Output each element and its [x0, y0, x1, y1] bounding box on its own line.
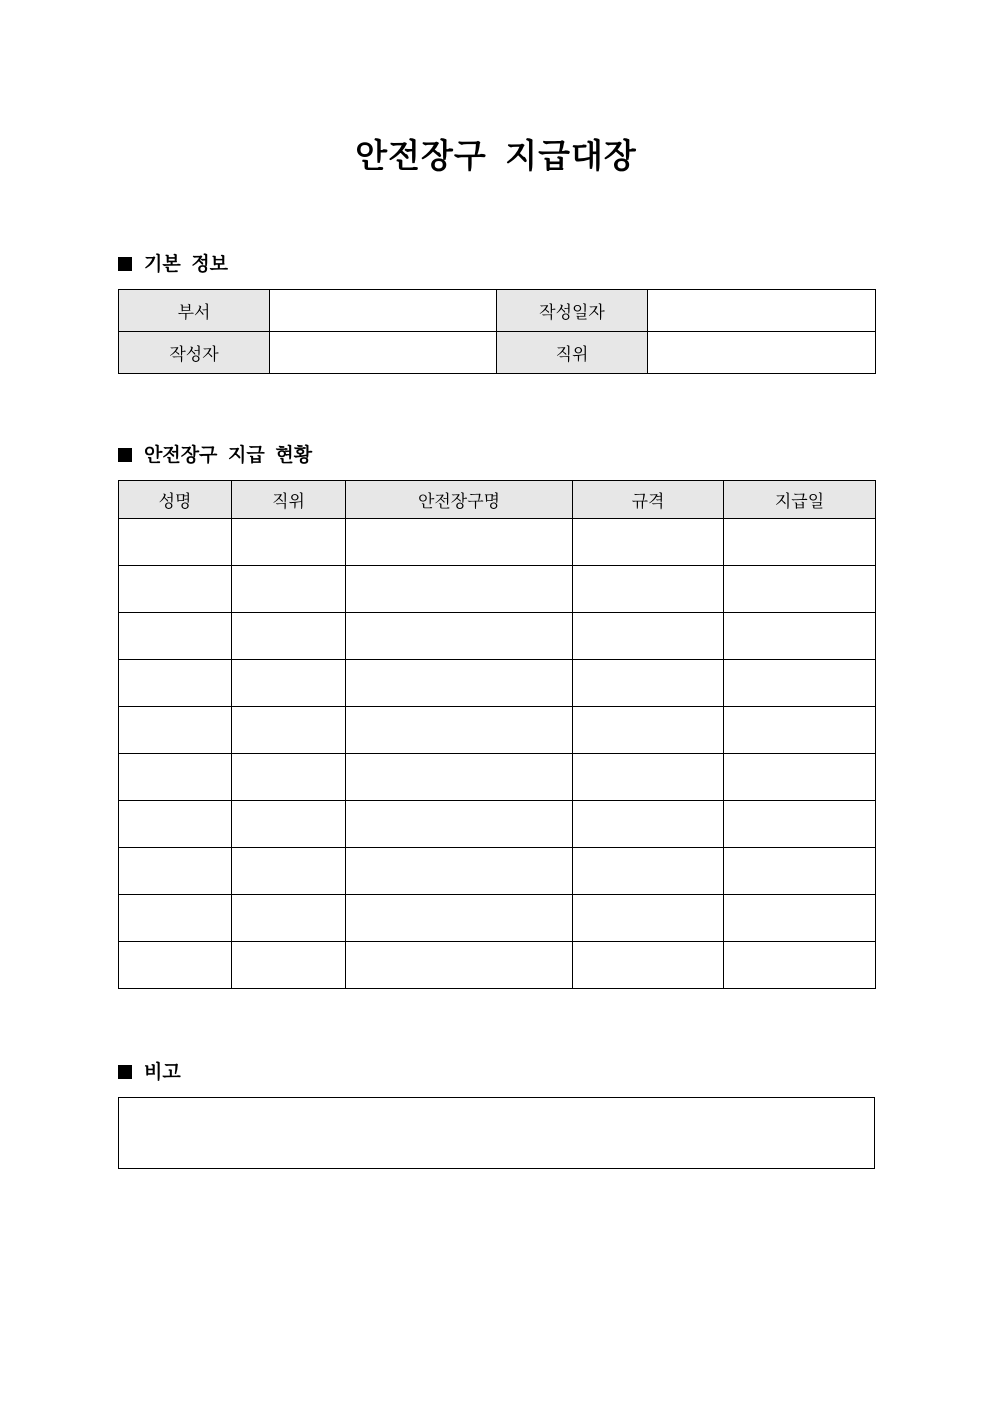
- issue-date-cell[interactable]: [724, 707, 876, 754]
- issue-date-cell[interactable]: [724, 848, 876, 895]
- name-cell[interactable]: [119, 895, 232, 942]
- spec-cell[interactable]: [573, 848, 724, 895]
- table-header-row: [119, 481, 876, 519]
- position-cell[interactable]: [232, 754, 346, 801]
- date-field[interactable]: [648, 290, 876, 332]
- name-cell[interactable]: [119, 942, 232, 989]
- table-row: [119, 566, 876, 613]
- position-cell[interactable]: [232, 942, 346, 989]
- position-cell[interactable]: [232, 848, 346, 895]
- issue-date-cell[interactable]: [724, 613, 876, 660]
- spec-cell[interactable]: [573, 801, 724, 848]
- position-cell[interactable]: [232, 519, 346, 566]
- position-field[interactable]: [648, 332, 876, 374]
- table-row: [119, 332, 876, 374]
- equipment-cell[interactable]: [346, 660, 573, 707]
- column-header-position: 직위: [232, 481, 346, 519]
- spec-cell[interactable]: [573, 660, 724, 707]
- equipment-cell[interactable]: [346, 848, 573, 895]
- equipment-cell[interactable]: [346, 613, 573, 660]
- column-header-name: 성명: [119, 481, 232, 519]
- table-row: [119, 754, 876, 801]
- issue-status-table: [118, 480, 876, 989]
- department-field[interactable]: [270, 290, 497, 332]
- column-header-issue-date: 지급일: [724, 481, 876, 519]
- issue-date-cell[interactable]: [724, 660, 876, 707]
- table-row: [119, 942, 876, 989]
- equipment-cell[interactable]: [346, 754, 573, 801]
- column-header-equipment: 안전장구명: [346, 481, 573, 519]
- equipment-cell[interactable]: [346, 895, 573, 942]
- issue-date-cell[interactable]: [724, 519, 876, 566]
- remarks-field[interactable]: [118, 1097, 875, 1169]
- spec-cell[interactable]: [573, 707, 724, 754]
- spec-cell[interactable]: [573, 895, 724, 942]
- name-cell[interactable]: [119, 660, 232, 707]
- name-cell[interactable]: [119, 707, 232, 754]
- equipment-cell[interactable]: [346, 519, 573, 566]
- equipment-cell[interactable]: [346, 942, 573, 989]
- table-row: [119, 801, 876, 848]
- position-cell[interactable]: [232, 707, 346, 754]
- square-bullet-icon: [118, 1065, 132, 1079]
- position-cell[interactable]: [232, 895, 346, 942]
- date-label: 작성일자: [497, 290, 648, 332]
- position-label: 직위: [497, 332, 648, 374]
- table-row: [119, 707, 876, 754]
- name-cell[interactable]: [119, 848, 232, 895]
- page-title: 안전장구 지급대장: [355, 136, 637, 175]
- equipment-cell[interactable]: [346, 707, 573, 754]
- column-header-spec: 규격: [573, 481, 724, 519]
- spec-cell[interactable]: [573, 566, 724, 613]
- author-label: 작성자: [119, 332, 270, 374]
- name-cell[interactable]: [119, 519, 232, 566]
- spec-cell[interactable]: [573, 613, 724, 660]
- position-cell[interactable]: [232, 660, 346, 707]
- issue-date-cell[interactable]: [724, 801, 876, 848]
- issue-status-heading: [118, 442, 312, 468]
- table-row: [119, 660, 876, 707]
- department-label: 부서: [119, 290, 270, 332]
- position-cell[interactable]: [232, 566, 346, 613]
- table-row: [119, 613, 876, 660]
- table-row: [119, 290, 876, 332]
- name-cell[interactable]: [119, 801, 232, 848]
- basic-info-table: [118, 289, 876, 374]
- remarks-heading: [118, 1059, 181, 1085]
- square-bullet-icon: [118, 448, 132, 462]
- equipment-cell[interactable]: [346, 801, 573, 848]
- square-bullet-icon: [118, 257, 132, 271]
- name-cell[interactable]: [119, 566, 232, 613]
- table-row: [119, 895, 876, 942]
- spec-cell[interactable]: [573, 519, 724, 566]
- position-cell[interactable]: [232, 801, 346, 848]
- table-row: [119, 848, 876, 895]
- author-field[interactable]: [270, 332, 497, 374]
- issue-date-cell[interactable]: [724, 566, 876, 613]
- name-cell[interactable]: [119, 754, 232, 801]
- issue-status-heading-text: 안전장구 지급 현황: [144, 444, 313, 466]
- spec-cell[interactable]: [573, 942, 724, 989]
- equipment-cell[interactable]: [346, 566, 573, 613]
- table-row: [119, 519, 876, 566]
- issue-date-cell[interactable]: [724, 942, 876, 989]
- issue-date-cell[interactable]: [724, 895, 876, 942]
- issue-date-cell[interactable]: [724, 754, 876, 801]
- basic-info-heading: [118, 251, 228, 277]
- remarks-heading-text: 비고: [144, 1061, 181, 1083]
- position-cell[interactable]: [232, 613, 346, 660]
- spec-cell[interactable]: [573, 754, 724, 801]
- basic-info-heading-text: 기본 정보: [144, 253, 229, 275]
- name-cell[interactable]: [119, 613, 232, 660]
